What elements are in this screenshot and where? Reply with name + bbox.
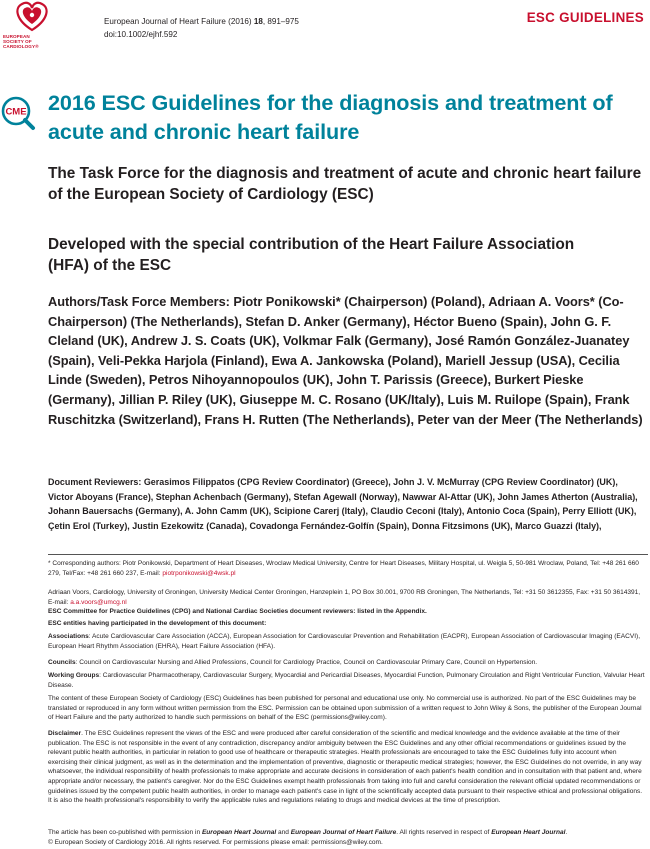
- footnote-committee: ESC Committee for Practice Guidelines (CPG) and National Cardiac Societies document reviewers: listed in the Appendix.: [48, 608, 427, 615]
- footnote-corresponding: * Corresponding authors: Piotr Ponikowski, Department of Heart Diseases, Wroclaw Medical University, Centre for Heart Diseases, Military Hospital, ul. Weigla 5, 50-981 Wroclaw, Poland, Tel: +48 261 660 279, Tel/Fax: +48 261 660 237, E-mail: piotrponikowski@4wsk.pl: [48, 560, 639, 577]
- divider: [48, 554, 648, 555]
- footnote-copublished: The article has been co-published with permission in European Heart Journal and European Journal of Heart Failure. All rights reserved in respect of European Heart Journal. © European Society of Cardiology 2016. All rights reserved. For permissions please email: permissions@wiley.com.: [48, 829, 568, 846]
- footnote-voors: Adriaan Voors, Cardiology, University of Groningen, University Medical Center Groningen, Hanzeplein 1, PO Box 30.001, 9700 RB Groningen, The Netherlands, Tel: +31 50 3612355, Fax: +31 50 3614391, E-mail: a.a.voors@umcg.nl: [48, 589, 641, 606]
- footnote-disclaimer: Disclaimer. The ESC Guidelines represent the views of the ESC and were produced after careful consideration of the scientific and medical knowledge and the evidence available at the time of their publication. The ESC is not responsible in the event of any contradiction, discrepancy and/or ambiguity between the ESC Guidelines and any other official recommendations or guidelines issued by the relevant public health authorities, in particular in relation to good use of healthcare or therapeutic strategies. Health professionals are encouraged to take the ESC Guidelines fully into account when exercising their clinical judgment, as well as in the determination and the implementation of preventive, diagnostic or therapeutic medical strategies; however, the ESC Guidelines do not override, in any way whatsoever, the individual responsibility of health professionals to make appropriate and accurate decisions in consideration of each patient's health condition and in consultation with that patient and, where appropriate and/or necessary, the patient's caregiver. Nor do the ESC Guidelines exempt health professionals from taking into full and careful consideration the relevant official updated recommendations or guidelines issued by the competent public health authorities, in order to manage each patient's case in light of the scientifically accepted data pursuant to their respective ethical and professional obligations. It is also the health professional's responsibility to verify the applicable rules and regulations relating to drugs and medical devices at the time of prescription.: [48, 730, 643, 805]
- footnote-content-notice: The content of these European Society of Cardiology (ESC) Guidelines has been published for personal and educational use only. No commercial use is authorized. No part of the ESC Guidelines may be translated or reproduced in any form without written permission from the ESC. Permission can be obtained upon submission of a written request to John Wiley & Sons, the publisher of the European Journal of Heart Failure and the party authorized to handle such permissions on behalf of the ESC (permissions@wiley.com).: [48, 695, 642, 722]
- footnote-councils: Councils: Council on Cardiovascular Nursing and Allied Professions, Council for Cardiology Practice, Council on Cardiovascular Primary Care, Council on Hypertension.: [48, 659, 538, 666]
- footnote-associations: Associations: Acute Cardiovascular Care Association (ACCA), European Association for Cardiovascular Prevention and Rehabilitation (EACPR), European Association of Cardiovascular Imaging (EACVI), European Heart Rhythm Association (EHRA), Heart Failure Association (HFA).: [48, 633, 641, 650]
- subtitle: The Task Force for the diagnosis and treatment of acute and chronic heart failure of the European Society of Cardiology (ESC): [48, 165, 642, 203]
- footnote-entities: ESC entities having participated in the development of this document:: [48, 620, 267, 627]
- authors-list: Authors/Task Force Members: Piotr Ponikowski* (Chairperson) (Poland), Adriaan A. Voors* (Co-Chairperson) (The Netherlands), Stefan D. Anker (Germany), Héctor Bueno (Spain), John G. F. Cleland (UK), Andrew J. S. Coats (UK), Volkmar Falk (Germany), José Ramón González-Juanatey (Spain), Veli-Pekka Harjola (Finland), Ewa A. Jankowska (Poland), Mariell Jessup (USA), Cecilia Linde (Sweden), Petros Nihoyannopoulos (UK), John T. Parissis (Greece), Burkert Pieske (Germany), Jillian P. Riley (UK), Giuseppe M. C. Rosano (UK/Italy), Luis M. Ruilope (Spain), Frank Ruschitzka (Switzerland), Frans H. Rutten (The Netherlands), Peter van der Meer (The Netherlands): [48, 294, 643, 427]
- copyright: © European Society of Cardiology 2016. All rights reserved. For permissions please email: permissions@wiley.com.: [48, 838, 383, 846]
- subtitle-hfa: Developed with the special contribution of the Heart Failure Association (HFA) of the ESC: [48, 236, 575, 274]
- cme-badge-icon: [0, 95, 36, 131]
- logo-wordmark: EUROPEAN SOCIETY OF CARDIOLOGY®: [3, 34, 39, 49]
- footnote-working-groups: Working Groups: Cardiovascular Pharmacotherapy, Cardiovascular Surgery, Myocardial and Pericardial Diseases, Myocardial Function, Pulmonary Circulation and Right Ventricular Function, Valvular Heart Disease.: [48, 672, 645, 689]
- page-title: 2016 ESC Guidelines for the diagnosis and treatment of acute and chronic heart failure: [48, 90, 613, 144]
- cme-label: CME: [5, 106, 27, 118]
- document-reviewers: Document Reviewers: Gerasimos Filippatos (CPG Review Coordinator) (Greece), John J. V. McMurray (CPG Review Coordinator) (UK), Victor Aboyans (France), Stephan Achenbach (Germany), Stefan Agewall (Norway), Nawwar Al-Attar (UK), John James Atherton (Australia), Johann Bauersachs (Germany), A. John Camm (UK), Scipione Carerj (Italy), Claudio Ceconi (Italy), Antonio Coca (Spain), Perry Elliott (UK), Çetin Erol (Turkey), Justin Ezekowitz (Canada), Covadonga Fernández-Golfín (Spain), Donna Fitzsimons (UK), Marco Guazzi (Italy),: [48, 477, 638, 532]
- email-link[interactable]: piotrponikowski@4wsk.pl: [162, 569, 236, 577]
- email-link[interactable]: a.a.voors@umcg.nl: [70, 598, 127, 606]
- section-tag: ESC GUIDELINES: [526, 10, 644, 25]
- journal-citation: European Journal of Heart Failure (2016) 18, 891–975: [104, 17, 299, 26]
- doi[interactable]: doi:10.1002/ejhf.592: [104, 30, 178, 39]
